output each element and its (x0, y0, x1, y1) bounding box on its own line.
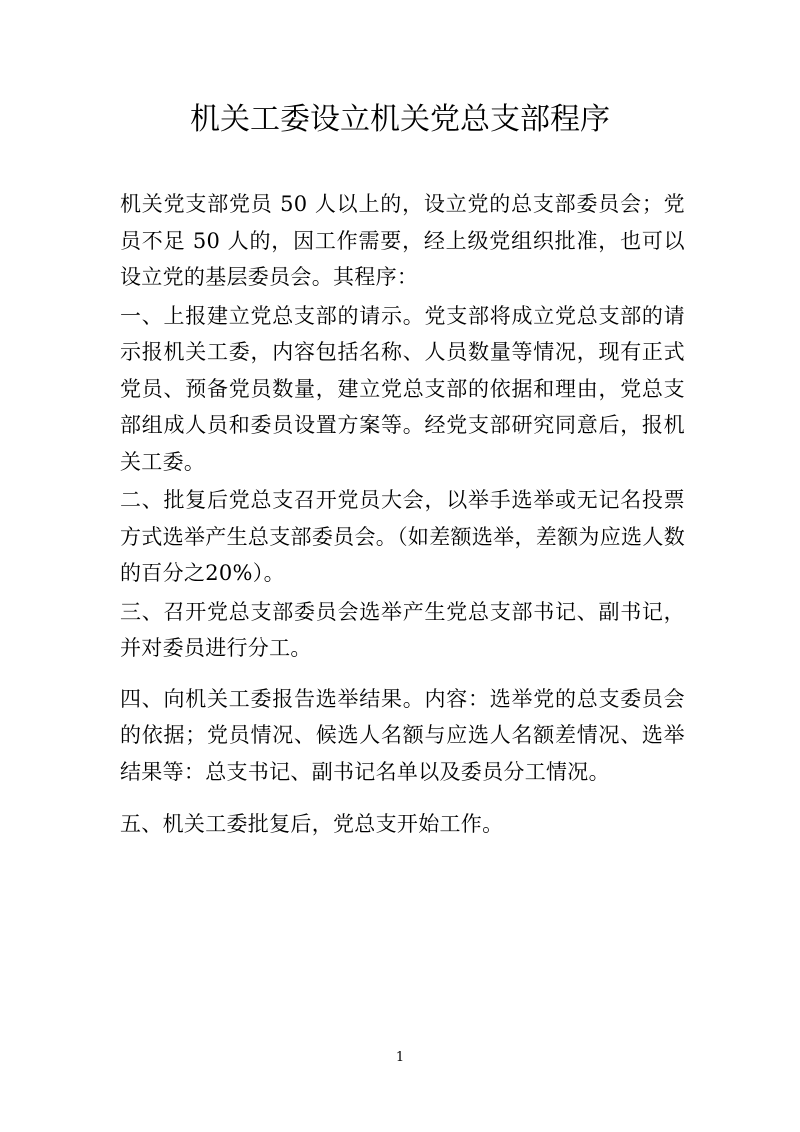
paragraph-step-2: 二、批复后党总支召开党员大会，以举手选举或无记名投票方式选举产生总支部委员会。（如差额选举，差额为应选人数的百分之20%）。 (120, 488, 685, 585)
document-body (120, 186, 685, 843)
document-title: 机关工委设立机关党总支部程序 (190, 102, 610, 137)
paragraph-step-3: 三、召开党总支部委员会选举产生党总支部书记、副书记， 并对委员进行分工。 (120, 599, 685, 660)
paragraph-step-4: 四、向机关工委报告选举结果。内容：选举党的总支委员会的依据；党员情况、候选人名额与应选人名额差情况、选举结果等：总支书记、副书记名单以及委员分工情况。 (120, 686, 685, 784)
paragraph-intro: 机关党支部党员 50 人以上的，设立党的总支部委员会；党员不足 50 人的，因工作需要，经上级党组织批准，也可以设立党的基层委员会。其程序： (120, 192, 685, 289)
paragraph-step-1: 一、上报建立党总支部的请示。党支部将成立党总支部的请示报机关工委，内容包括名称、人员数量等情况，现有正式党员、预备党员数量，建立党总支部的依据和理由，党总支部组成人员和委员设置方案等。经党支部研究同意后，报机关工委。 (120, 303, 685, 474)
page-number: 1 (395, 1050, 405, 1065)
paragraph-step-5: 五、机关工委批复后，党总支开始工作。 (120, 812, 504, 836)
